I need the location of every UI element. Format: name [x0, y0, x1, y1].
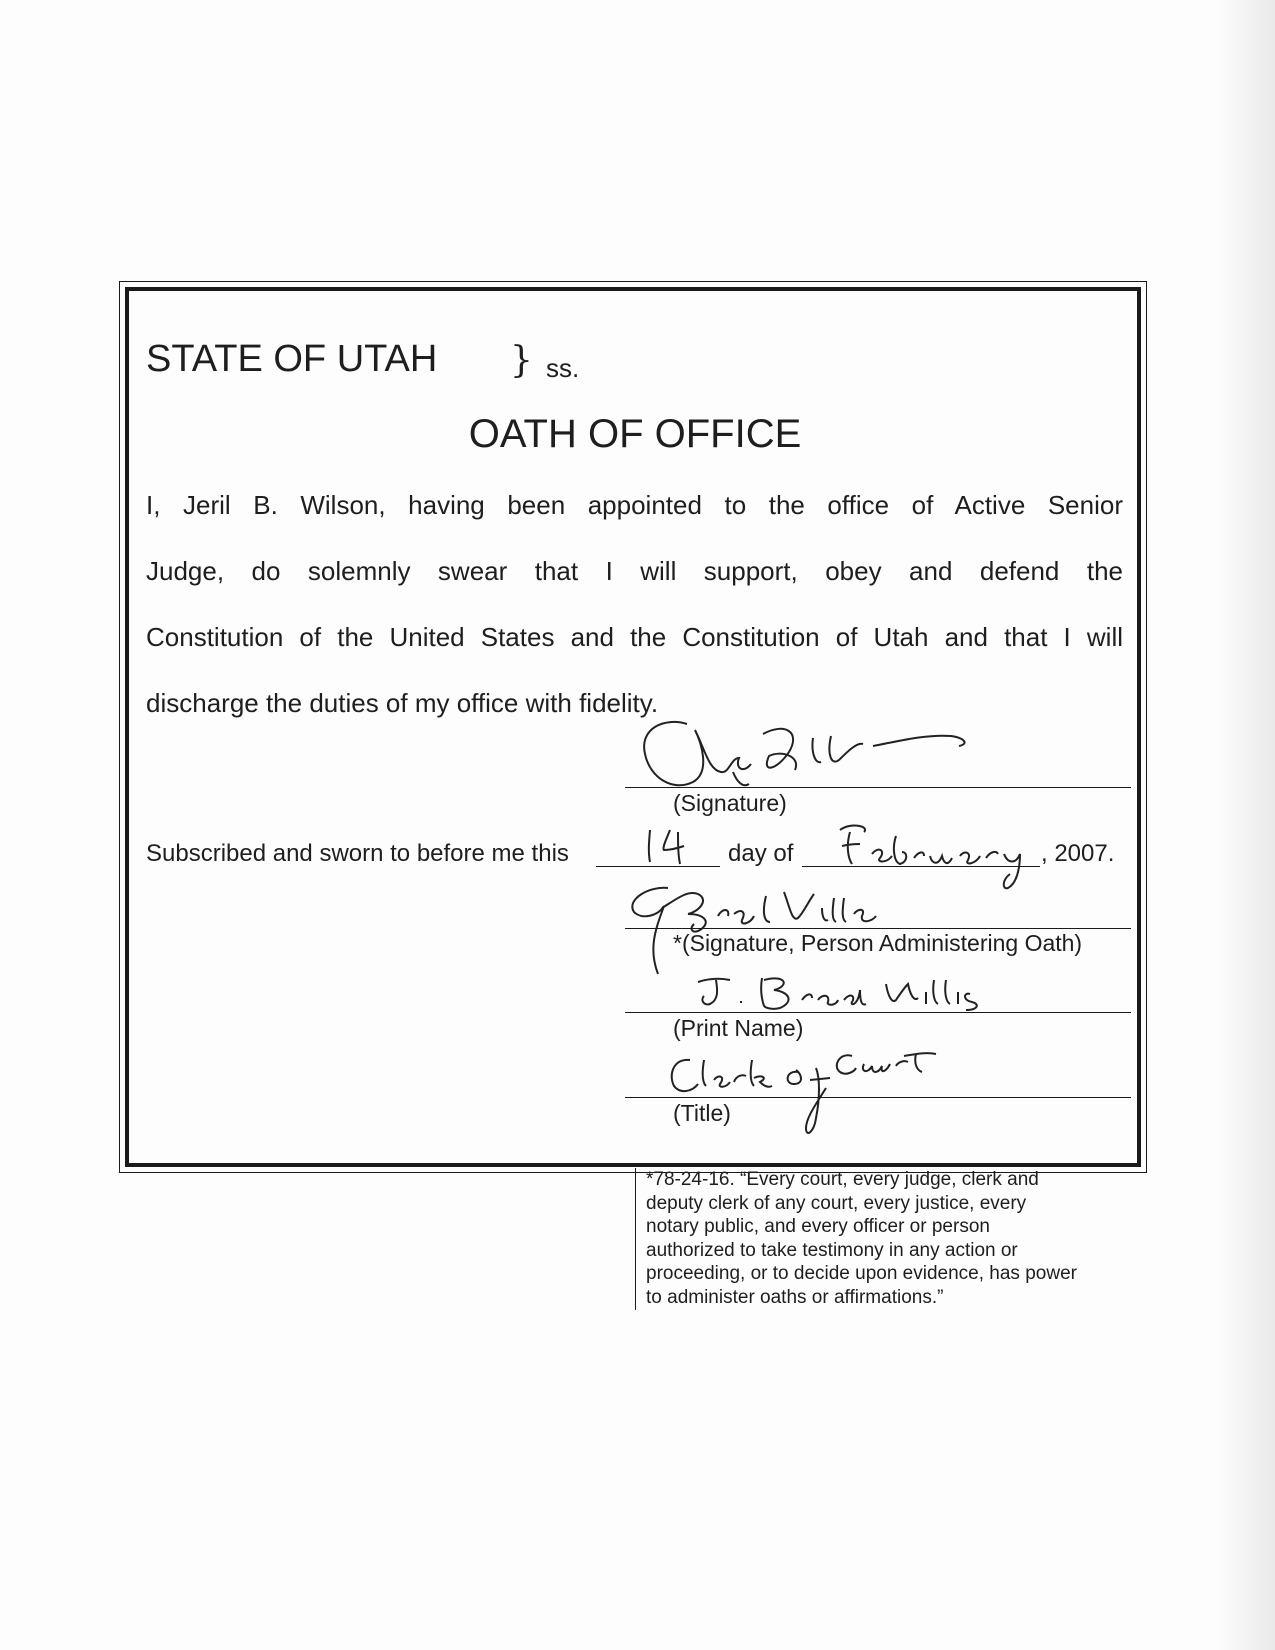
footnote-line-6: to administer oaths or affirmations.” — [646, 1286, 944, 1308]
statute-footnote — [646, 1168, 1126, 1309]
day-blank — [596, 866, 720, 867]
sworn-statement-prefix: Subscribed and sworn to before me this — [146, 840, 569, 867]
year-label: , 2007. — [1041, 840, 1115, 867]
oath-text-line-2: Judge, do solemnly swear that I will support, obey and defend the — [146, 556, 1123, 586]
page-edge-shadow — [1215, 0, 1275, 1650]
title-line — [625, 1097, 1131, 1098]
month-blank — [802, 866, 1040, 867]
day-of-label: day of — [728, 840, 794, 867]
print-name-caption: (Print Name) — [673, 1015, 804, 1041]
footnote-line-2: deputy clerk of any court, every justice, every — [646, 1192, 1027, 1214]
oath-text-line-4: discharge the duties of my office with fidelity. — [146, 688, 659, 718]
footnote-line-3: notary public, and every officer or person — [646, 1216, 990, 1237]
brace-symbol: } — [510, 340, 533, 381]
state-heading: STATE OF UTAH — [146, 338, 438, 380]
document-title: OATH OF OFFICE — [468, 412, 802, 456]
oath-text-line-1: I, Jeril B. Wilson, having been appointed to the office of Active Senior — [146, 490, 1123, 520]
oath-taker-signature-line — [625, 787, 1131, 788]
footnote-line-5: proceeding, or to decide upon evidence, has power — [646, 1263, 1077, 1284]
footnote-rule — [635, 1168, 636, 1310]
footnote-line-1: *78-24-16. “Every court, every judge, clerk and — [646, 1169, 1039, 1190]
signature-caption: (Signature) — [673, 790, 787, 816]
footnote-line-4: authorized to take testimony in any action or — [646, 1239, 1018, 1261]
print-name-line — [625, 1012, 1131, 1013]
oath-text-line-3: Constitution of the United States and the Constitution of Utah and that I will — [146, 622, 1123, 652]
title-caption: (Title) — [673, 1100, 731, 1126]
administrator-signature-line — [625, 928, 1131, 929]
administrator-signature-caption: *(Signature, Person Administering Oath) — [673, 930, 1083, 956]
ss-abbreviation: ss. — [546, 353, 580, 383]
